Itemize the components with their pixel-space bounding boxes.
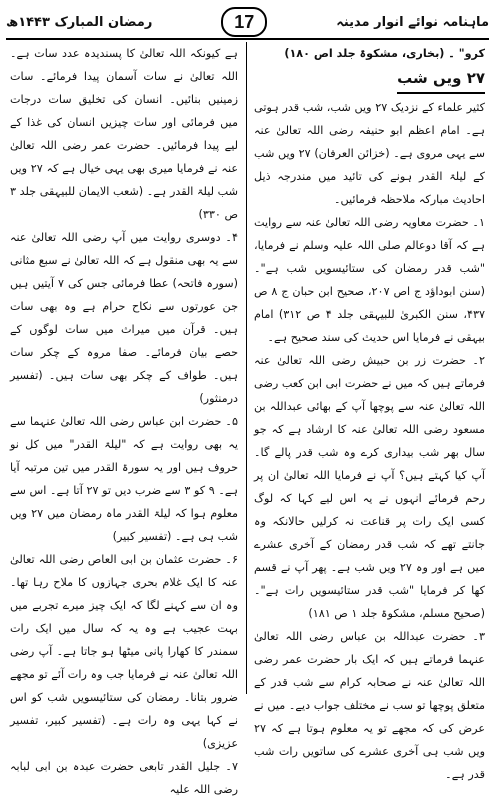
paragraph: کثیر علماء کے نزدیک ۲۷ ویں شب، شب قدر ہوتی ہے۔ امام اعظم ابو حنیفہ رضی اللہ تعالیٰ عنہ سے یہی مروی ہے۔ (خزائن العرفان) ۲۷ ویں شب کے لیلۃ القدر ہونے کی تائید میں مندرجہ ذیل احادیث مبارکہ ملاحظہ فرمائیں۔ bbox=[254, 101, 485, 206]
paragraph: ۶۔ حضرت عثمان بن ابی العاص رضی اللہ تعالیٰ عنہ کا ایک غلام بحری جہازوں کا ملاح رہا تھا۔ وہ ان سے کہنے لگا کہ ایک چیز میرے تجربے میں بہت عجیب ہے وہ یہ کہ سال میں ایک رات سمندر کا کھارا پانی میٹھا ہو جاتا ہے۔ آپ رضی اللہ تعالیٰ عنہ نے فرمایا جب وہ رات آئے تو مجھے ضرور بتانا۔ رمضان کی ستائیسویں شب کو اس نے کہا یہی وہ رات ہے۔ (تفسیر کبیر، تفسیر عزیزی) bbox=[10, 553, 238, 750]
reference-line: کرو" ۔ (بخاری، مشکوۃ جلد اص ۱۸۰) bbox=[284, 47, 485, 60]
paragraph: ۲۔ حضرت زر بن حبیش رضی اللہ تعالیٰ عنہ فرماتے ہیں کہ میں نے حضرت ابی ابن کعب رضی اللہ تعالیٰ عنہ سے پوچھا آپ کے بھائی عبداللہ بن مسعود رضی اللہ تعالیٰ عنہ کا ارشاد ہے کہ جو سال بھر شب بیداری کرے وہ شب قدر پالے گا۔ آپ کیا کہتے ہیں؟ آپ نے فرمایا اللہ تعالیٰ ان پر رحم فرمائے انہوں نے یہ اس لیے کہا کہ لوگ کسی ایک رات پر قناعت نہ کرلیں حالانکہ وہ جانتے تھے کہ شب قدر رمضان کے آخری عشرے میں ہے اور وہ ۲۷ ویں شب ہے۔ پھر آپ نے قسم کھا کر فرمایا "شب قدر ستائیسویں رات ہے"۔ (صحیح مسلم، مشکوۃ جلد ۱ ص ۱۸۱) bbox=[254, 354, 486, 620]
header-divider bbox=[6, 38, 489, 40]
left-text-column bbox=[6, 42, 242, 796]
issue-date: رمضان المبارک ۱۴۴۳ھ bbox=[6, 14, 153, 30]
paragraph: ۵۔ حضرت ابن عباس رضی اللہ تعالیٰ عنہما سے یہ بھی روایت ہے کہ "لیلۃ القدر" میں کل نو حروف ہیں اور یہ سورۃ القدر میں تین مرتبہ آیا ہے۔ ۹ کو ۳ سے ضرب دیں تو ۲۷ آتا ہے۔ اس سے معلوم ہوا کہ لیلۃ القدر ماہ رمضان میں ۲۷ ویں شب ہی ہے۔ (تفسیر کبیر) bbox=[10, 415, 238, 543]
page-number-badge: 17 bbox=[221, 7, 267, 37]
right-text-column bbox=[250, 42, 489, 781]
paragraph: ۳۔ حضرت عبداللہ بن عباس رضی اللہ تعالیٰ عنہما فرماتے ہیں کہ ایک بار حضرت عمر رضی اللہ تعالیٰ عنہ نے صحابہ کرام سے شب قدر کے متعلق پوچھا تو سب نے مختلف جواب دیے۔ میں نے عرض کی کہ مجھے تو یہ معلوم ہوتا ہے کہ ۲۷ ویں شب ہی آخری عشرے کی ساتویں رات شب قدر ہے۔ bbox=[254, 630, 485, 781]
section-heading: ۲۷ ویں شب bbox=[397, 65, 485, 94]
paragraph: ۷۔ جلیل القدر تابعی حضرت عبدہ بن ابی لبابہ رضی اللہ علیہ bbox=[10, 760, 238, 796]
paragraph: ہے کیونکہ اللہ تعالیٰ کا پسندیدہ عدد سات ہے۔ اللہ تعالیٰ نے سات آسمان پیدا فرمائے۔ سات زمینیں بنائیں۔ انسان کی تخلیق سات درجات میں فرمائی اور سات چیزیں انسان کی غذا کے لیے پیدا فرمائیں۔ حضرت عمر رضی اللہ تعالیٰ عنہ نے فرمایا میری بھی یہی خیال ہے کہ ۲۷ ویں شب لیلۃ القدر ہے۔ (شعب الایمان للبیہقی جلد ۳ ص ۳۳۰) bbox=[10, 47, 239, 221]
page-header bbox=[6, 6, 489, 38]
column-divider bbox=[246, 42, 247, 694]
magazine-title: ماہنامہ نوائے انوار مدینہ bbox=[336, 14, 489, 30]
paragraph: ۱۔ حضرت معاویہ رضی اللہ تعالیٰ عنہ سے روایت ہے کہ آقا دوعالم صلی اللہ علیہ وسلم نے فرمایا، "شب قدر رمضان کی ستائیسویں شب ہے"۔ (سنن ابوداؤد ج اص ۲۰۷، صحیح ابن حبان ج ۸ ص ۴۳۷، سنن الکبریٰ للبیہقی جلد ۴ ص ۳۱۲) امام بیہقی نے فرمایا اس حدیث کی سند صحیح ہے۔ bbox=[254, 216, 485, 344]
paragraph: ۴۔ دوسری روایت میں آپ رضی اللہ تعالیٰ عنہ سے یہ بھی منقول ہے کہ اللہ تعالیٰ نے سبع مثانی (سورہ فاتحہ) عطا فرمائی جس کی ۷ آیتیں ہیں جن عورتوں سے نکاح حرام ہے وہ بھی سات ہیں۔ قرآن میں میراث میں سات لوگوں کے حصے بیان فرمائے۔ صفا مروہ کے چکر سات ہیں۔ طواف کے چکر بھی سات ہیں۔ (تفسیر درمنثور) bbox=[10, 231, 238, 405]
section-heading-wrapper bbox=[254, 65, 485, 96]
